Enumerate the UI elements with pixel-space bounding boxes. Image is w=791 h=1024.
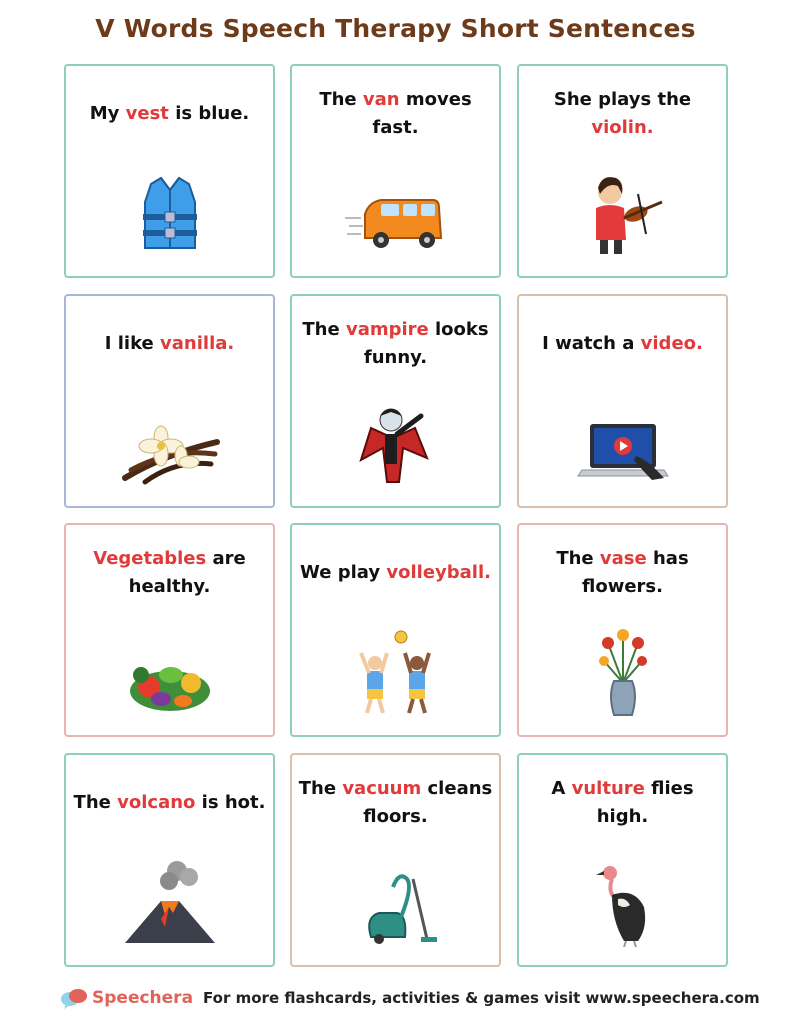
target-word: vanilla. bbox=[160, 333, 235, 354]
card-sentence: My vest is blue. bbox=[89, 103, 250, 124]
card-sentence: The van moves fast. bbox=[319, 89, 472, 138]
target-word: vampire bbox=[345, 319, 429, 340]
vampire-icon bbox=[341, 398, 451, 488]
flashcard-vulture bbox=[517, 753, 728, 967]
target-word: vest bbox=[125, 103, 169, 124]
target-word: van bbox=[362, 89, 400, 110]
flashcard-volcano bbox=[64, 753, 275, 967]
vegetables-icon bbox=[115, 627, 225, 717]
target-word: video. bbox=[640, 333, 703, 354]
vacuum-icon bbox=[341, 857, 451, 947]
card-sentence: We play volleyball. bbox=[300, 562, 491, 583]
vanilla-icon bbox=[115, 398, 225, 488]
volleyball-kids-icon bbox=[341, 627, 451, 717]
footer-text: For more flashcards, activities & games visit www.speechera.com bbox=[203, 989, 760, 1007]
flashcard-vanilla bbox=[64, 294, 275, 508]
target-word: vase bbox=[599, 548, 647, 569]
target-word: volcano bbox=[117, 792, 196, 813]
target-word: vulture bbox=[571, 778, 645, 799]
flashcard-video bbox=[517, 294, 728, 508]
footer bbox=[60, 984, 760, 1012]
target-word: violin. bbox=[591, 117, 654, 138]
target-word: volleyball. bbox=[386, 562, 491, 583]
page-title: V Words Speech Therapy Short Sentences bbox=[95, 14, 696, 43]
target-word: Vegetables bbox=[93, 548, 207, 569]
card-sentence: Vegetables are healthy. bbox=[93, 548, 246, 597]
card-sentence: A vulture flies high. bbox=[551, 778, 694, 827]
card-sentence: I like vanilla. bbox=[104, 333, 235, 354]
vase-flowers-icon bbox=[568, 627, 678, 717]
volcano-icon bbox=[115, 857, 225, 947]
card-sentence: The vampire looks funny. bbox=[302, 319, 489, 368]
flashcard-vase bbox=[517, 523, 728, 737]
flashcard-volleyball bbox=[290, 523, 501, 737]
flashcard-vampire bbox=[290, 294, 501, 508]
brand-logo bbox=[60, 987, 193, 1009]
van-icon bbox=[341, 168, 451, 258]
vulture-icon bbox=[568, 857, 678, 947]
flashcard-van bbox=[290, 64, 501, 278]
violin-girl-icon bbox=[568, 168, 678, 258]
card-sentence: The vase has flowers. bbox=[556, 548, 689, 597]
laptop-video-icon bbox=[568, 398, 678, 488]
brand-name: Speechera bbox=[92, 988, 194, 1008]
card-sentence: I watch a video. bbox=[542, 333, 703, 354]
chat-bubbles-icon bbox=[60, 987, 88, 1009]
flashcard-violin bbox=[517, 64, 728, 278]
flashcard-vacuum bbox=[290, 753, 501, 967]
card-sentence: The vacuum cleans floors. bbox=[298, 778, 493, 827]
card-sentence: She plays the violin. bbox=[553, 89, 692, 138]
life-vest-icon bbox=[115, 168, 225, 258]
flashcard-vest bbox=[64, 64, 275, 278]
target-word: vacuum bbox=[342, 778, 422, 799]
card-sentence: The volcano is hot. bbox=[73, 792, 266, 813]
flashcard-vegetables bbox=[64, 523, 275, 737]
